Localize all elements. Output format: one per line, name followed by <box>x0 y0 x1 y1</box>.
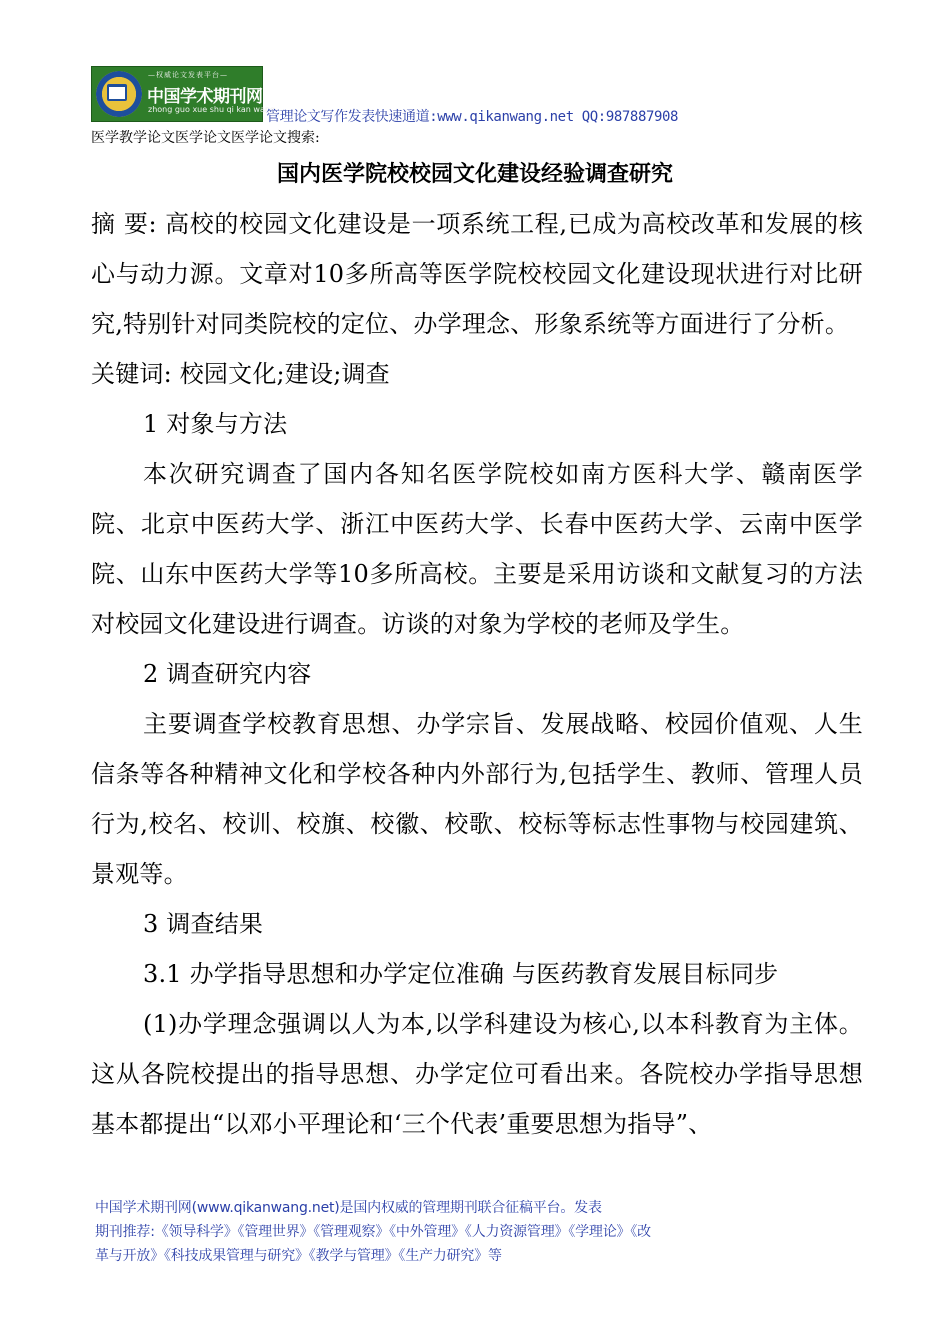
footer-line[interactable]: 中国学术期刊网(www.qikanwang.net)是国内权威的管理期刊联合征稿平台。发表 <box>95 1200 602 1216</box>
book-icon <box>107 84 127 101</box>
logo-pinyin: zhong guo xue shu qi kan wang <box>148 105 276 114</box>
logo-tagline: —权威论文发表平台— <box>148 71 228 79</box>
logo-title: 中国学术期刊网 <box>147 87 263 107</box>
subsection-heading-3-1: 3.1 办学指导思想和办学定位准确 与医药教育发展目标同步 <box>143 960 779 988</box>
body-paragraph: 本次研究调查了国内各知名医学院校如南方医科大学、赣南医学院、北京中医药大学、浙江中医药大学、长春中医药大学、云南中医学院、山东中医药大学等10多所高校。主要是采用访谈和文献复习的方法对校园文化建设进行调查。访谈的对象为学校的老师及学生。 <box>91 460 863 638</box>
header-contact-link[interactable]: 管理论文写作发表快速通道:www.qikanwang.net QQ:987887908 <box>266 109 679 125</box>
body-paragraph: 主要调查学校教育思想、办学宗旨、发展战略、校园价值观、人生信条等各种精神文化和学校各种内外部行为,包括学生、教师、管理人员行为,校名、校训、校旗、校徽、校歌、校标等标志性事物与校园建筑、景观等。 <box>91 710 863 888</box>
section-heading-1: 1 对象与方法 <box>143 410 288 438</box>
footer-line[interactable]: 期刊推荐:《领导科学》《管理世界》《管理观察》《中外管理》《人力资源管理》《学理论》《改 <box>95 1224 651 1240</box>
body-paragraph: (1)办学理念强调以人为本,以学科建设为核心,以本科教育为主体。这从各院校提出的指导思想、办学定位可看出来。各院校办学指导思想基本都提出“以邓小平理论和‘三个代表’重要思想为指导”、 <box>91 1010 863 1138</box>
section-heading-3: 3 调查结果 <box>143 910 264 938</box>
article-body <box>91 199 863 1149</box>
keywords-paragraph: 关键词: 校园文化;建设;调查 <box>91 360 390 388</box>
abstract-paragraph: 摘 要: 高校的校园文化建设是一项系统工程,已成为高校改革和发展的核心与动力源。文章对10多所高等医学院校校园文化建设现状进行对比研究,特别针对同类院校的定位、办学理念、形象系统等方面进行了分析。 <box>91 210 863 338</box>
page-header <box>91 66 871 126</box>
search-label: 医学教学论文医学论文医学论文搜索: <box>91 130 320 146</box>
footer-line[interactable]: 革与开放》《科技成果管理与研究》《教学与管理》《生产力研究》等 <box>95 1248 502 1264</box>
page-title: 国内医学院校校园文化建设经验调查研究 <box>276 162 673 187</box>
section-heading-2: 2 调查研究内容 <box>143 660 312 688</box>
page-footer <box>95 1196 775 1268</box>
site-logo[interactable] <box>91 66 276 122</box>
